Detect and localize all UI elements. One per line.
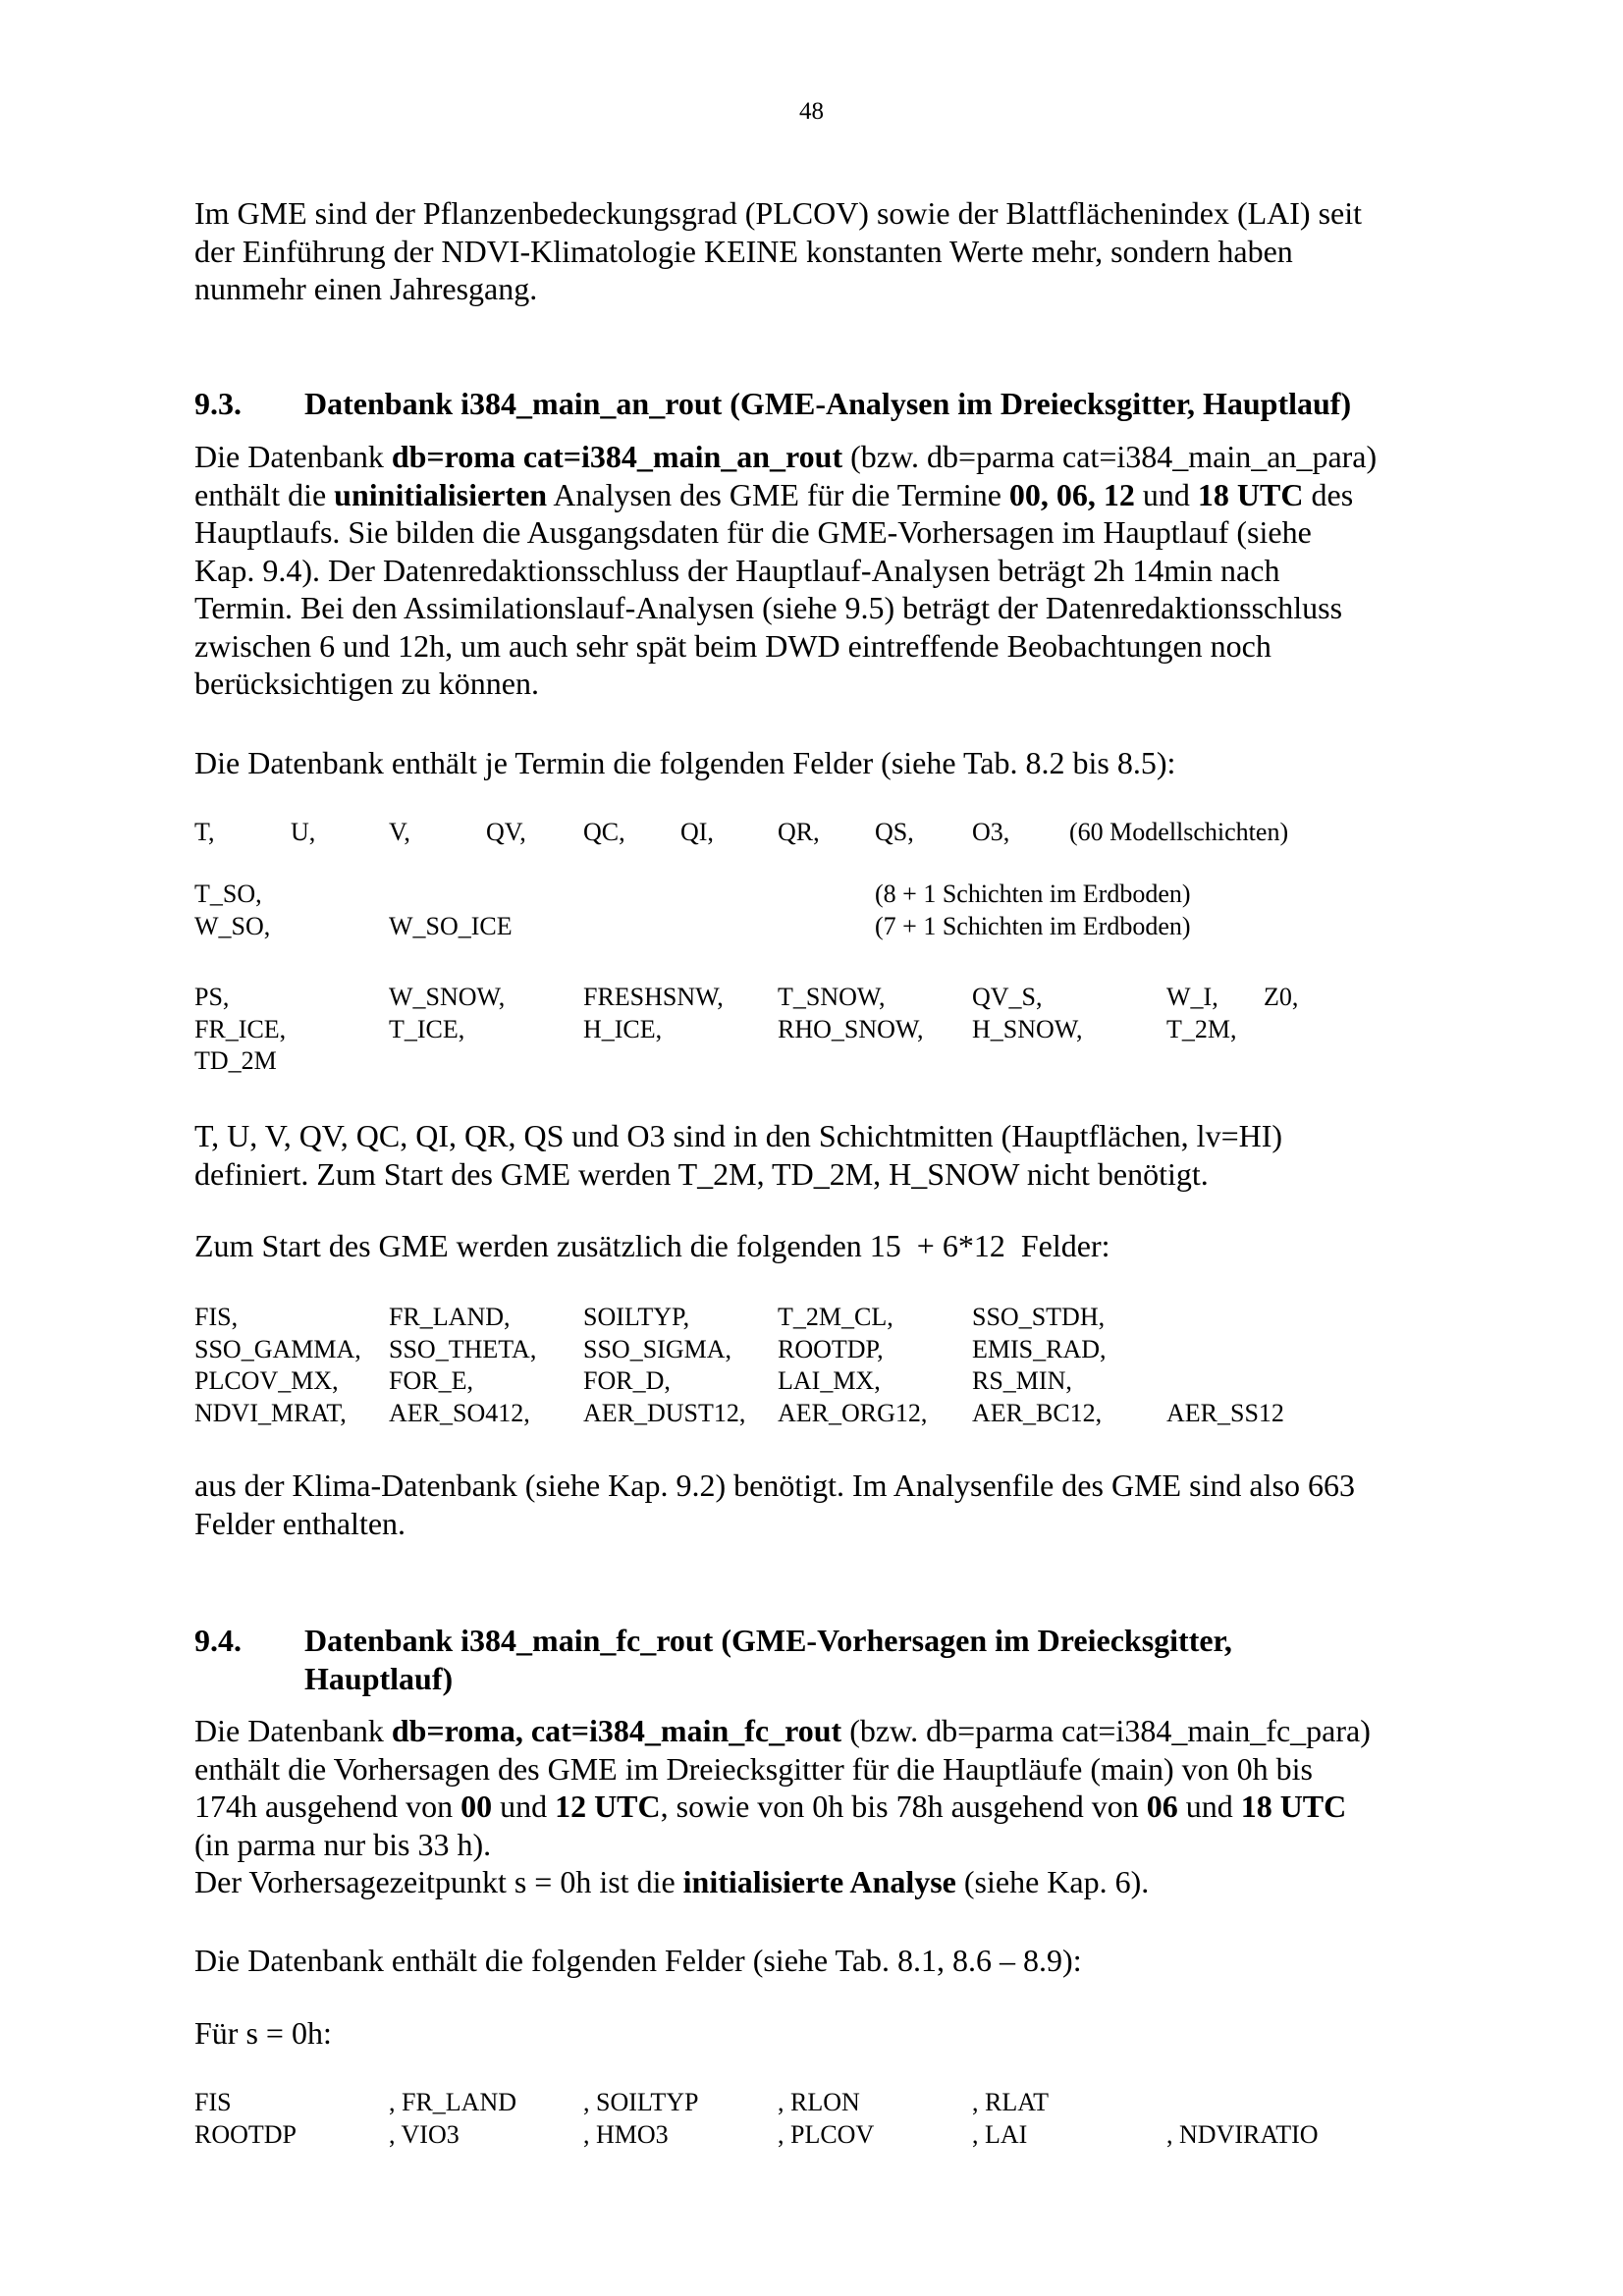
bold-text: 00: [460, 1789, 493, 1824]
field-name: H_SNOW,: [972, 1014, 1083, 1043]
text-line: Die Datenbank db=roma cat=i384_main_an_rout (bzw. db=parma cat=i384_main_an_para): [194, 439, 1378, 474]
text-line: der Einführung der NDVI-Klimatologie KEINE konstanten Werte mehr, sondern haben: [194, 233, 1293, 269]
field-name: FIS: [194, 2088, 232, 2116]
field-name: T_SO,: [194, 880, 262, 908]
text-line: aus der Klima-Datenbank (siehe Kap. 9.2) benötigt. Im Analysenfile des GME sind also 663: [194, 1468, 1355, 1503]
field-name: FIS,: [194, 1303, 239, 1331]
field-name: QV,: [486, 818, 526, 846]
field-note: (8 + 1 Schichten im Erdboden): [875, 880, 1191, 908]
section-number: 9.4.: [194, 1623, 242, 1658]
field-name: ROOTDP,: [778, 1334, 884, 1363]
field-note: (7 + 1 Schichten im Erdboden): [875, 911, 1191, 940]
field-name: V,: [389, 818, 410, 846]
s93-paragraph-4: Zum Start des GME werden zusätzlich die folgenden 15 + 6*12 Felder:: [194, 1228, 1110, 1263]
field-name: QV_S,: [972, 983, 1043, 1011]
bold-text: 00, 06, 12: [1008, 476, 1135, 512]
field-name: SSO_STDH,: [972, 1303, 1106, 1331]
text-line: zwischen 6 und 12h, um auch sehr spät beim DWD eintreffende Beobachtungen noch: [194, 627, 1271, 664]
s93-paragraph-5: [194, 1467, 1439, 1542]
field-name: TD_2M: [194, 1046, 277, 1075]
s94-paragraph-3: Für s = 0h:: [194, 2015, 332, 2051]
field-name: W_SNOW,: [389, 983, 506, 1011]
field-name: SSO_GAMMA,: [194, 1334, 361, 1363]
field-name: QR,: [778, 818, 820, 846]
field-name: , RLAT: [972, 2088, 1049, 2116]
text-line: Hauptlaufs. Sie bilden die Ausgangsdaten für die GME-Vorhersagen im Hauptlauf (siehe: [194, 514, 1312, 550]
field-name: FR_ICE,: [194, 1014, 287, 1043]
field-name: RHO_SNOW,: [778, 1014, 924, 1043]
text-line: Felder enthalten.: [194, 1505, 406, 1541]
field-name: , VIO3: [389, 2119, 460, 2149]
bold-text: initialisierte Analyse: [682, 1864, 956, 1899]
field-name: NDVI_MRAT,: [194, 1398, 347, 1427]
section-number: 9.3.: [194, 386, 242, 421]
section-title: Datenbank i384_main_an_rout (GME-Analysen im Dreiecksgitter, Hauptlauf): [304, 386, 1352, 421]
field-name: , FR_LAND: [389, 2088, 517, 2116]
field-name: AER_DUST12,: [583, 1398, 746, 1427]
field-name: W_SO_ICE: [389, 911, 513, 940]
bold-text: 06: [1146, 1789, 1178, 1824]
section-heading-9-4: [194, 1622, 1439, 1697]
field-name: , RLON: [778, 2088, 860, 2116]
field-name: T_ICE,: [389, 1014, 465, 1043]
field-name: , NDVIRATIO: [1166, 2119, 1319, 2149]
page-number: 48: [799, 98, 824, 125]
field-name: T_2M_CL,: [778, 1303, 893, 1331]
field-name: T_2M,: [1166, 1014, 1237, 1043]
field-name: U,: [291, 818, 316, 846]
field-note: (60 Modellschichten): [1069, 818, 1289, 846]
field-name: FOR_D,: [583, 1366, 671, 1395]
s93-paragraph-2: Die Datenbank enthält je Termin die folgenden Felder (siehe Tab. 8.2 bis 8.5):: [194, 745, 1176, 780]
field-name: , HMO3: [583, 2119, 669, 2149]
field-name: SSO_THETA,: [389, 1334, 537, 1363]
section-title-line: Hauptlauf): [304, 1660, 454, 1696]
text-line: enthält die uninitialisierten Analysen des GME für die Termine 00, 06, 12 und 18 UTC des: [194, 476, 1354, 512]
section-title-line: Datenbank i384_main_fc_rout (GME-Vorhersagen im Dreiecksgitter,: [304, 1623, 1232, 1658]
text-line: Termin. Bei den Assimilationslauf-Analysen (siehe 9.5) beträgt der Datenredaktionsschluss: [194, 590, 1343, 625]
field-name: QS,: [875, 818, 914, 846]
field-name: EMIS_RAD,: [972, 1334, 1107, 1363]
section-title: [304, 1622, 1439, 1697]
text-line: Kap. 9.4). Der Datenredaktionsschluss der Hauptlauf-Analysen beträgt 2h 14min nach: [194, 552, 1280, 588]
bold-text: uninitialisierten: [334, 476, 548, 512]
text-line: 174h ausgehend von 00 und 12 UTC, sowie von 0h bis 78h ausgehend von 06 und 18 UTC: [194, 1789, 1347, 1824]
text-line: T, U, V, QV, QC, QI, QR, QS und O3 sind in den Schichtmitten (Hauptflächen, lv=HI): [194, 1118, 1283, 1153]
text-line: Im GME sind der Pflanzenbedeckungsgrad (PLCOV) sowie der Blattflächenindex (LAI) seit: [194, 195, 1362, 231]
field-name: FOR_E,: [389, 1366, 473, 1395]
bold-text: db=roma, cat=i384_main_fc_rout: [391, 1713, 842, 1748]
s94-paragraph-2: Die Datenbank enthält die folgenden Felder (siehe Tab. 8.1, 8.6 – 8.9):: [194, 1943, 1082, 1978]
field-name: QI,: [680, 818, 714, 846]
text-line: berücksichtigen zu können.: [194, 666, 539, 701]
bold-text: 18 UTC: [1240, 1789, 1347, 1824]
field-name: W_I,: [1166, 983, 1218, 1011]
field-name: , PLCOV: [778, 2119, 875, 2149]
field-name: AER_SO412,: [389, 1398, 530, 1427]
text-line: definiert. Zum Start des GME werden T_2M, TD_2M, H_SNOW nicht benötigt.: [194, 1155, 1209, 1192]
bold-text: 12 UTC: [555, 1789, 661, 1824]
s93-paragraph-3: [194, 1117, 1439, 1193]
field-name: SSO_SIGMA,: [583, 1334, 731, 1363]
s94-paragraph-1: [194, 1712, 1439, 1901]
field-name: FRESHSNW,: [583, 983, 724, 1011]
field-name: O3,: [972, 818, 1010, 846]
text-line: Die Datenbank db=roma, cat=i384_main_fc_rout (bzw. db=parma cat=i384_main_fc_para): [194, 1713, 1371, 1748]
field-name: RS_MIN,: [972, 1366, 1072, 1395]
field-name: ROOTDP: [194, 2119, 298, 2149]
text-line: (in parma nur bis 33 h).: [194, 1826, 492, 1862]
bold-text: 18 UTC: [1197, 476, 1304, 512]
field-name: T_SNOW,: [778, 983, 886, 1011]
text-line: nunmehr einen Jahresgang.: [194, 271, 538, 306]
text-line: enthält die Vorhersagen des GME im Dreiecksgitter für die Hauptläufe (main) von 0h bis: [194, 1750, 1313, 1787]
field-name: , LAI: [972, 2119, 1028, 2149]
field-name: AER_ORG12,: [778, 1398, 928, 1427]
bold-text: db=roma cat=i384_main_an_rout: [391, 439, 843, 474]
s93-paragraph-1: [194, 438, 1439, 703]
field-name: QC,: [583, 818, 625, 846]
intro-paragraph: [194, 194, 1439, 308]
field-name: FR_LAND,: [389, 1303, 511, 1331]
field-name: AER_BC12,: [972, 1398, 1103, 1427]
field-name: Z0,: [1264, 983, 1299, 1011]
text-line: Der Vorhersagezeitpunkt s = 0h ist die initialisierte Analyse (siehe Kap. 6).: [194, 1864, 1150, 1899]
field-name: PS,: [194, 983, 230, 1011]
field-name: LAI_MX,: [778, 1366, 881, 1395]
field-name: T,: [194, 818, 215, 846]
field-name: , SOILTYP: [583, 2088, 699, 2116]
field-name: AER_SS12: [1166, 1398, 1284, 1427]
field-name: PLCOV_MX,: [194, 1366, 339, 1395]
field-name: W_SO,: [194, 911, 271, 940]
field-name: SOILTYP,: [583, 1303, 690, 1331]
field-name: H_ICE,: [583, 1014, 663, 1043]
